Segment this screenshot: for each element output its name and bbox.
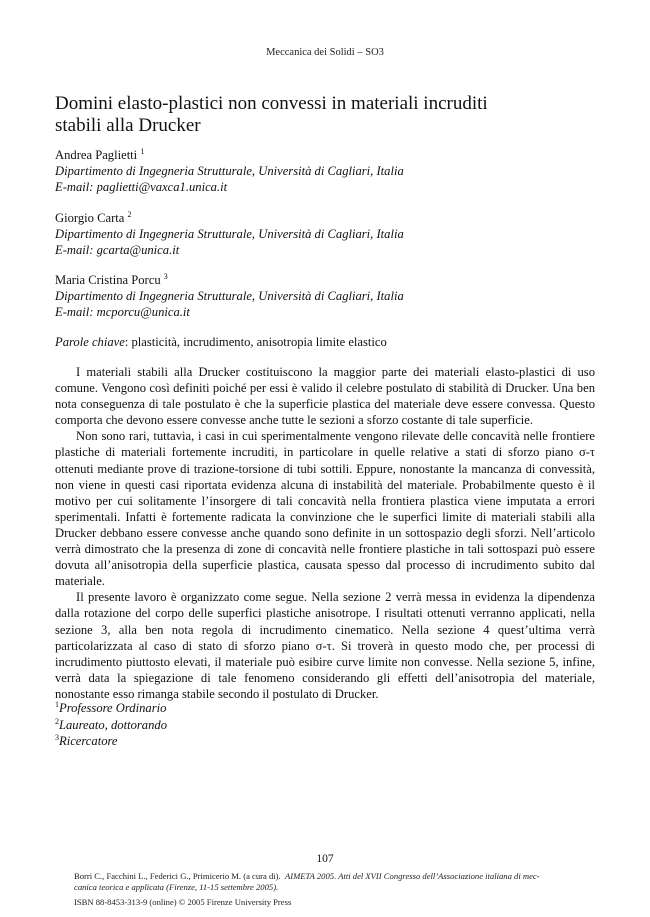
paragraph-3: Il presente lavoro è organizzato come segue. Nella sezione 2 verrà messa in evidenza la dipendenza dalla rotazione del corpo delle superfici plastiche anisotrope. I risultati ottenuti verranno applicati, nella sezione 3, alla ben nota regola di incrudimento cinematico. Nella sezione 4 quest’ultima verrà particolarizzata al caso di stato di sforzo piano σ-τ. Si troverà in questo modo che, per processi di incrudimento piuttosto elevati, il materiale può esibire curve limite non convesse. Nella sezione 5, infine, verrà data la spiegazione di tale fenomeno considerando gli effetti dell’anisotropia del materiale, nonostante esso rimanga stabile secondo il postulato di Drucker. (55, 590, 595, 701)
citation: Borri C., Facchini L., Federici G., Primicerio M. (a cura di). AIMETA 2005. Atti del XVII Congresso dell’Associazione italiana di mec- canica teorica e applicata (Firenze, 11-15 settembre 2005). (74, 871, 540, 892)
body-text (55, 364, 595, 702)
paragraph-2: Non sono rari, tuttavia, i casi in cui sperimentalmente vengono rilevate delle concavità nelle frontiere plastiche di materiali fortemente incruditi, in particolare in quelle relative a stati di sforzo piano σ-τ ottenuti mediante prove di trazione-torsione di tubi sottili. Eppure, nonostante la mancanza di convessità, non viene in questi casi riportata evidenza alcuna di instabilità del materiale. Probabilmente questo è il motivo per cui solitamente l’insorgere di tali concavità nella frontiera plastica viene imputata a errori sperimentali. Infatti è fortemente radicata la convinzione che le superfici limite di materiali stabili alla Drucker debbano essere convesse anche quando sono definite in un sottospazio degli sforzi. Nell’articolo verrà dimostrato che la presenza di zone di concavità nelle frontiere plastiche in tali sottospazi può essere dovuta all’anisotropia della superficie plastica, causata spesso dal processo di incrudimento subito dal materiale. (55, 429, 595, 589)
keywords-text: : plasticità, incrudimento, anisotropia limite elastico (124, 335, 387, 349)
author-email: E-mail: paglietti@vaxca1.unica.it (55, 180, 228, 194)
page-number: 107 (316, 853, 334, 865)
footnote-marker: 2 (127, 209, 132, 219)
footnote-1: $^1$Professore Ordinario (55, 699, 167, 715)
footnote-marker: 1 (140, 146, 145, 156)
author-name: Andrea Paglietti $^1$ (55, 146, 145, 162)
author-1 (55, 147, 615, 195)
footnote-3: $^3$Ricercatore (55, 732, 118, 748)
paragraph-1: I materiali stabili alla Drucker costituiscono la maggior parte dei materiali elasto-plastici di uso comune. Vengono così definiti poiché per essi è valido il celebre postulato di stabilità di Drucker. Una ben nota conseguenza di tale postulato è che la superficie plastica del materiale deve essere convessa. Questo comporta che devono essere convesse anche tutte le sezioni a sforzo costante di tale superficie. (55, 365, 595, 428)
footnote-2: $^2$Laureato, dottorando (55, 716, 167, 732)
title-line-1: Domini elasto-plastici non convessi in materiali incruditi (55, 93, 488, 114)
author-name: Giorgio Carta $^2$ (55, 209, 132, 225)
author-affiliation: Dipartimento di Ingegneria Strutturale, Università di Cagliari, Italia (55, 164, 404, 178)
author-email: E-mail: gcarta@unica.it (55, 243, 180, 257)
isbn-line: ISBN 88-8453-313-9 (online) © 2005 Firenze University Press (74, 897, 292, 907)
footnotes (55, 700, 167, 750)
author-3 (55, 272, 615, 320)
title-line-2: stabili alla Drucker (55, 115, 201, 136)
author-affiliation: Dipartimento di Ingegneria Strutturale, Università di Cagliari, Italia (55, 227, 404, 241)
keywords (55, 334, 615, 350)
author-name: Maria Cristina Porcu $^3$ (55, 271, 168, 287)
author-affiliation: Dipartimento di Ingegneria Strutturale, Università di Cagliari, Italia (55, 289, 404, 303)
keywords-label: Parole chiave (55, 335, 125, 349)
author-2 (55, 210, 615, 258)
author-email: E-mail: mcporcu@unica.it (55, 305, 190, 319)
paper-title (55, 93, 595, 137)
running-header: Meccanica dei Solidi – SO3 (266, 47, 384, 58)
footnote-marker: 3 (163, 271, 168, 281)
